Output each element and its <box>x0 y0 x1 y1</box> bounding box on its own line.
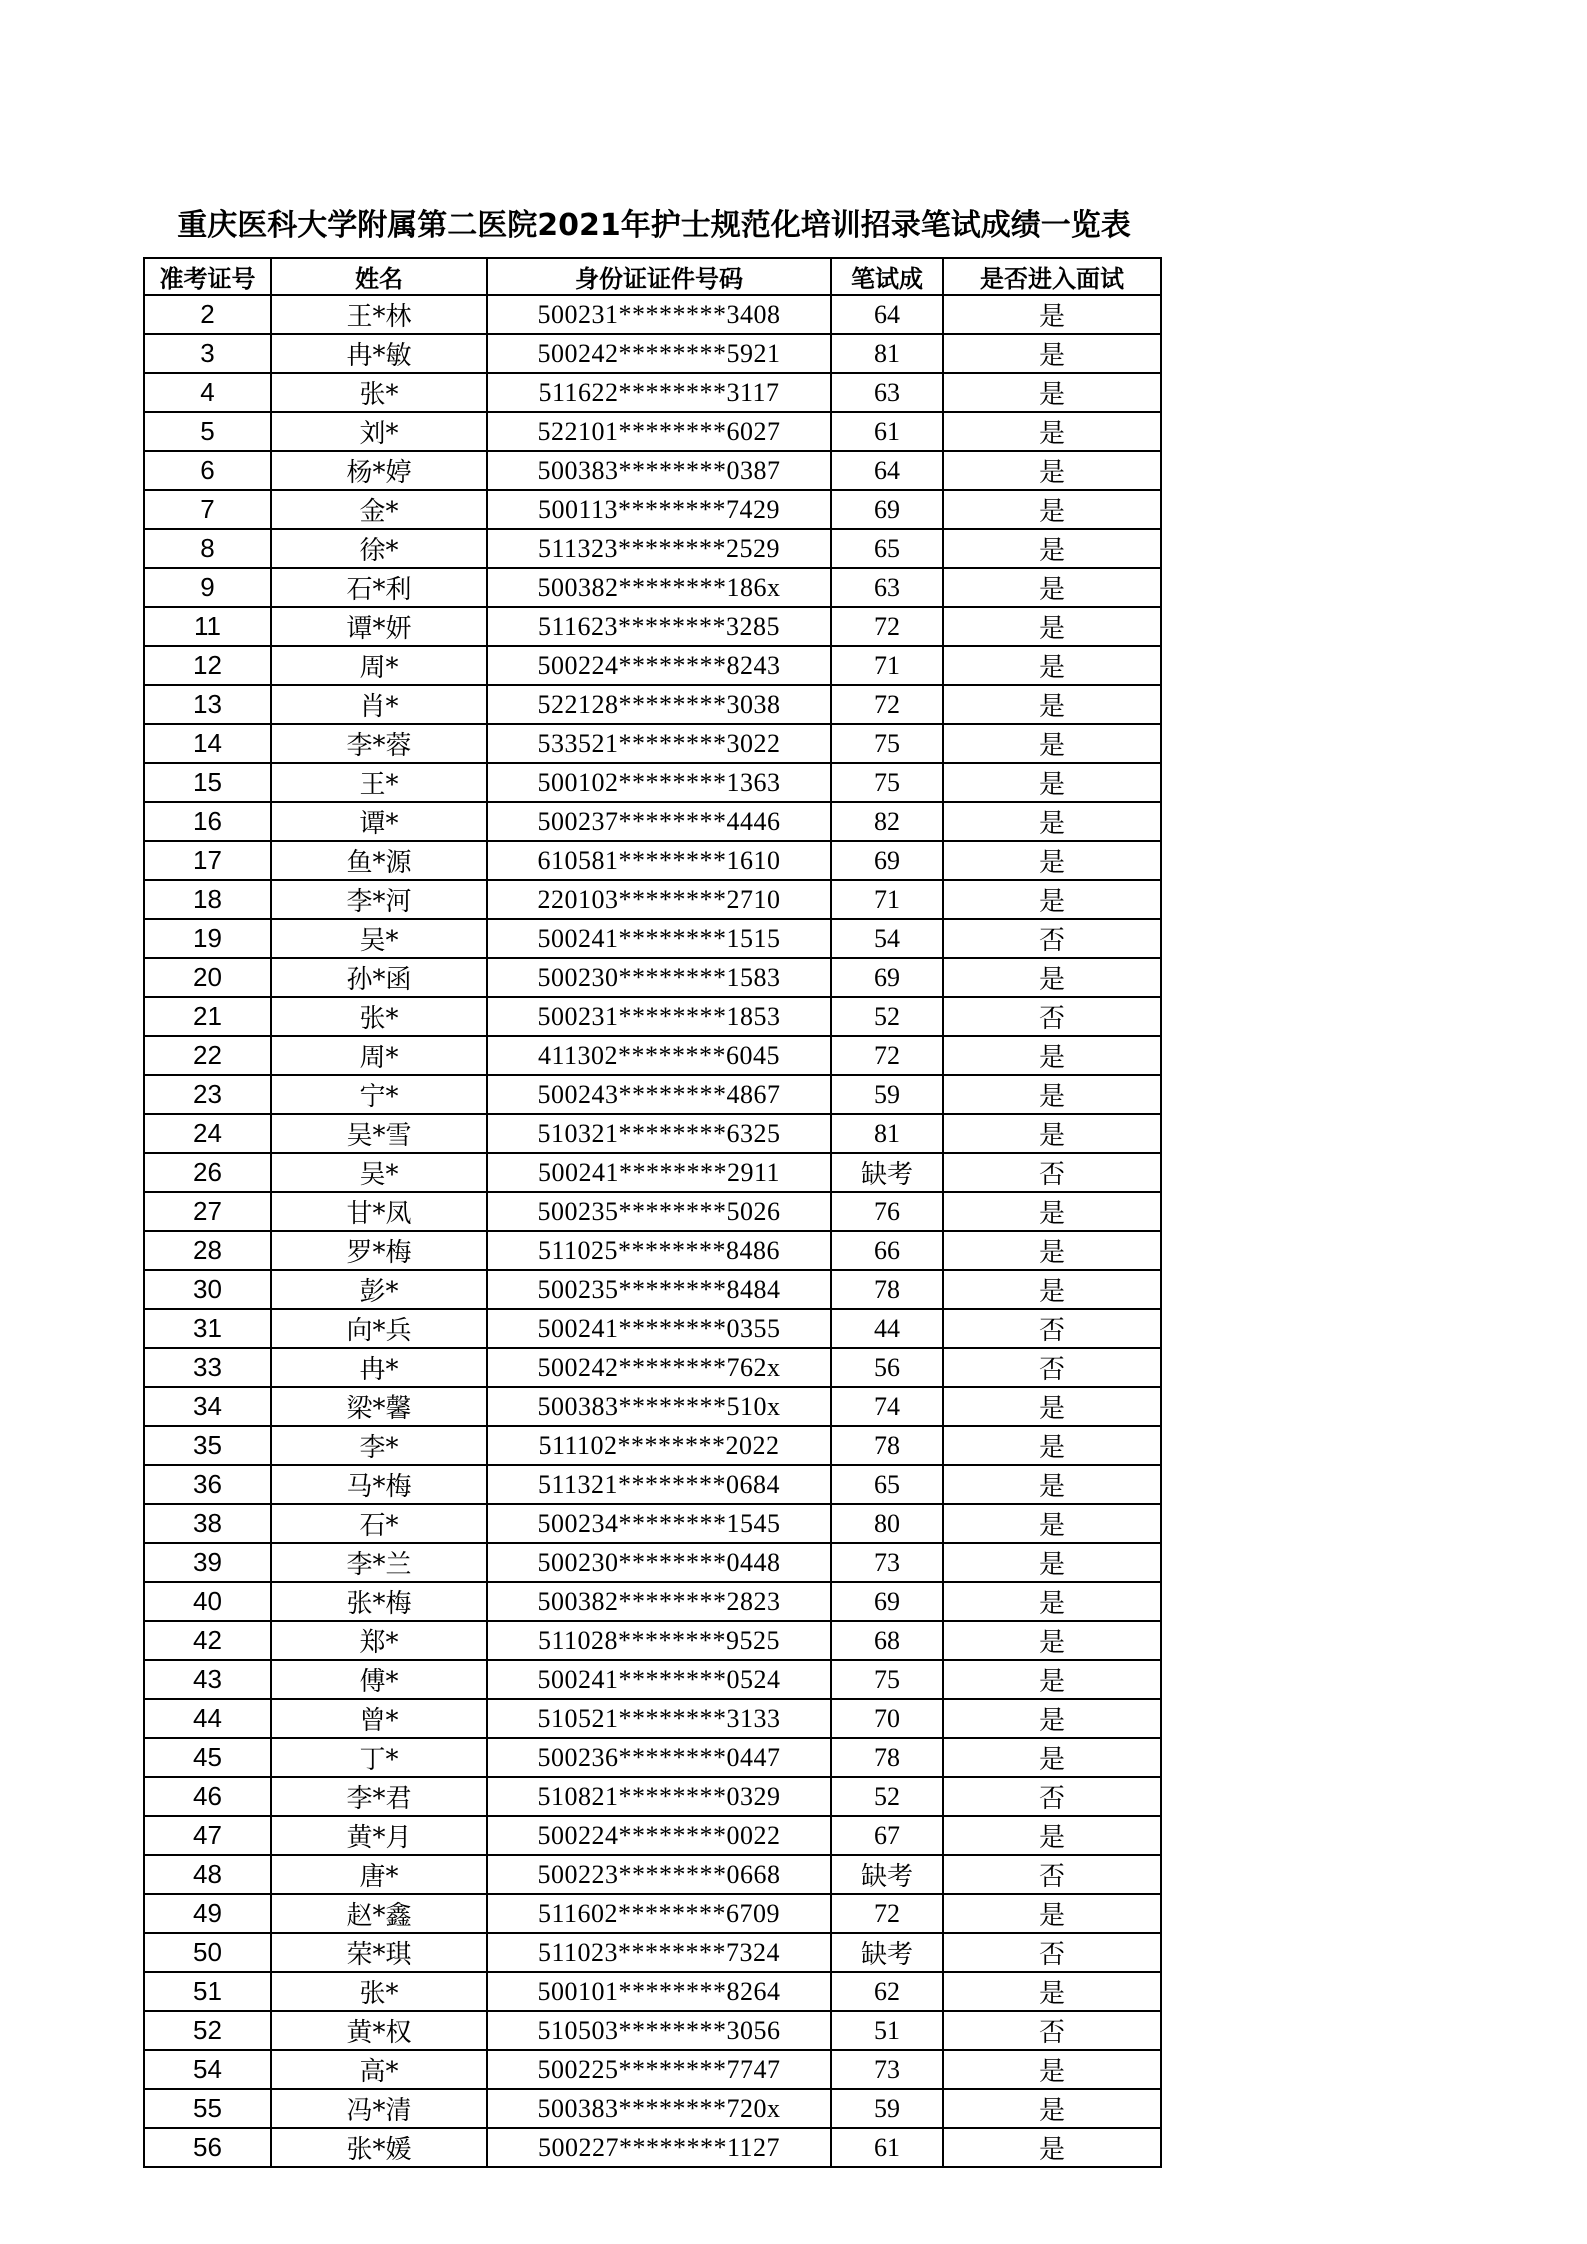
cell-written-score: 72 <box>831 607 943 646</box>
cell-written-score: 73 <box>831 2050 943 2089</box>
cell-id-number: 500223********0668 <box>487 1855 831 1894</box>
table-row <box>144 2089 1161 2128</box>
cell-exam-number: 17 <box>144 841 271 880</box>
cell-interview-eligible: 是 <box>943 1621 1161 1660</box>
cell-exam-number: 51 <box>144 1972 271 2011</box>
cell-id-number: 533521********3022 <box>487 724 831 763</box>
cell-interview-eligible: 否 <box>943 1855 1161 1894</box>
cell-exam-number: 21 <box>144 997 271 1036</box>
cell-written-score: 69 <box>831 1582 943 1621</box>
cell-exam-number: 22 <box>144 1036 271 1075</box>
cell-written-score: 52 <box>831 997 943 1036</box>
table-row <box>144 412 1161 451</box>
cell-exam-number: 56 <box>144 2128 271 2167</box>
cell-name: 向*兵 <box>271 1309 487 1348</box>
cell-id-number: 511025********8486 <box>487 1231 831 1270</box>
cell-interview-eligible: 是 <box>943 880 1161 919</box>
cell-name: 甘*凤 <box>271 1192 487 1231</box>
cell-exam-number: 47 <box>144 1816 271 1855</box>
cell-interview-eligible: 是 <box>943 1426 1161 1465</box>
cell-written-score: 缺考 <box>831 1933 943 1972</box>
cell-interview-eligible: 是 <box>943 529 1161 568</box>
cell-name: 赵*鑫 <box>271 1894 487 1933</box>
cell-id-number: 500242********5921 <box>487 334 831 373</box>
cell-id-number: 500235********8484 <box>487 1270 831 1309</box>
cell-written-score: 68 <box>831 1621 943 1660</box>
table-row <box>144 1387 1161 1426</box>
header-written-score: 笔试成 <box>831 258 943 295</box>
cell-written-score: 59 <box>831 1075 943 1114</box>
cell-interview-eligible: 是 <box>943 2050 1161 2089</box>
cell-id-number: 511102********2022 <box>487 1426 831 1465</box>
cell-name: 李*蓉 <box>271 724 487 763</box>
cell-interview-eligible: 否 <box>943 1309 1161 1348</box>
table-row <box>144 1660 1161 1699</box>
cell-exam-number: 39 <box>144 1543 271 1582</box>
cell-written-score: 69 <box>831 490 943 529</box>
cell-id-number: 500241********0355 <box>487 1309 831 1348</box>
cell-interview-eligible: 否 <box>943 2011 1161 2050</box>
cell-written-score: 54 <box>831 919 943 958</box>
cell-name: 李*兰 <box>271 1543 487 1582</box>
table-row <box>144 685 1161 724</box>
table-row <box>144 2011 1161 2050</box>
cell-name: 荣*琪 <box>271 1933 487 1972</box>
cell-id-number: 500382********186x <box>487 568 831 607</box>
cell-interview-eligible: 是 <box>943 1465 1161 1504</box>
cell-name: 彭* <box>271 1270 487 1309</box>
table-row <box>144 1699 1161 1738</box>
table-row <box>144 1153 1161 1192</box>
cell-id-number: 500243********4867 <box>487 1075 831 1114</box>
cell-name: 马*梅 <box>271 1465 487 1504</box>
cell-exam-number: 14 <box>144 724 271 763</box>
cell-interview-eligible: 是 <box>943 1972 1161 2011</box>
cell-name: 谭* <box>271 802 487 841</box>
cell-name: 石* <box>271 1504 487 1543</box>
table-row <box>144 295 1161 334</box>
cell-exam-number: 6 <box>144 451 271 490</box>
cell-exam-number: 16 <box>144 802 271 841</box>
cell-name: 张*媛 <box>271 2128 487 2167</box>
cell-name: 石*利 <box>271 568 487 607</box>
table-row <box>144 451 1161 490</box>
cell-name: 吴* <box>271 919 487 958</box>
cell-interview-eligible: 是 <box>943 802 1161 841</box>
cell-id-number: 511623********3285 <box>487 607 831 646</box>
document-title: 重庆医科大学附属第二医院2021年护士规范化培训招录笔试成绩一览表 <box>177 208 1131 243</box>
cell-written-score: 56 <box>831 1348 943 1387</box>
cell-interview-eligible: 是 <box>943 568 1161 607</box>
cell-interview-eligible: 是 <box>943 412 1161 451</box>
table-row <box>144 880 1161 919</box>
cell-written-score: 67 <box>831 1816 943 1855</box>
cell-id-number: 411302********6045 <box>487 1036 831 1075</box>
cell-name: 徐* <box>271 529 487 568</box>
cell-id-number: 500241********0524 <box>487 1660 831 1699</box>
cell-id-number: 500241********2911 <box>487 1153 831 1192</box>
cell-interview-eligible: 是 <box>943 958 1161 997</box>
cell-id-number: 500383********720x <box>487 2089 831 2128</box>
cell-interview-eligible: 是 <box>943 1270 1161 1309</box>
cell-interview-eligible: 是 <box>943 1075 1161 1114</box>
table-row <box>144 1816 1161 1855</box>
cell-exam-number: 33 <box>144 1348 271 1387</box>
table-row <box>144 2050 1161 2089</box>
cell-interview-eligible: 是 <box>943 724 1161 763</box>
cell-exam-number: 11 <box>144 607 271 646</box>
cell-written-score: 75 <box>831 724 943 763</box>
cell-written-score: 75 <box>831 1660 943 1699</box>
cell-id-number: 500101********8264 <box>487 1972 831 2011</box>
cell-written-score: 61 <box>831 2128 943 2167</box>
cell-id-number: 511321********0684 <box>487 1465 831 1504</box>
cell-name: 郑* <box>271 1621 487 1660</box>
table-row <box>144 1738 1161 1777</box>
cell-interview-eligible: 是 <box>943 1660 1161 1699</box>
table-row <box>144 1894 1161 1933</box>
cell-name: 冉*敏 <box>271 334 487 373</box>
cell-written-score: 80 <box>831 1504 943 1543</box>
cell-written-score: 66 <box>831 1231 943 1270</box>
table-row <box>144 841 1161 880</box>
table-row <box>144 1075 1161 1114</box>
cell-id-number: 500241********1515 <box>487 919 831 958</box>
table-row <box>144 1621 1161 1660</box>
cell-id-number: 511602********6709 <box>487 1894 831 1933</box>
cell-interview-eligible: 是 <box>943 1894 1161 1933</box>
table-row <box>144 802 1161 841</box>
cell-name: 高* <box>271 2050 487 2089</box>
cell-interview-eligible: 是 <box>943 1231 1161 1270</box>
cell-written-score: 69 <box>831 958 943 997</box>
cell-id-number: 510521********3133 <box>487 1699 831 1738</box>
cell-written-score: 69 <box>831 841 943 880</box>
cell-interview-eligible: 是 <box>943 451 1161 490</box>
cell-id-number: 500230********0448 <box>487 1543 831 1582</box>
cell-written-score: 72 <box>831 685 943 724</box>
table-row <box>144 958 1161 997</box>
cell-id-number: 500242********762x <box>487 1348 831 1387</box>
cell-name: 吴*雪 <box>271 1114 487 1153</box>
cell-written-score: 缺考 <box>831 1153 943 1192</box>
cell-name: 曾* <box>271 1699 487 1738</box>
cell-id-number: 500234********1545 <box>487 1504 831 1543</box>
table-row <box>144 1231 1161 1270</box>
table-row <box>144 1465 1161 1504</box>
cell-id-number: 522101********6027 <box>487 412 831 451</box>
cell-exam-number: 49 <box>144 1894 271 1933</box>
cell-exam-number: 55 <box>144 2089 271 2128</box>
cell-name: 李*河 <box>271 880 487 919</box>
cell-exam-number: 42 <box>144 1621 271 1660</box>
cell-written-score: 78 <box>831 1426 943 1465</box>
table-row <box>144 1192 1161 1231</box>
cell-name: 冉* <box>271 1348 487 1387</box>
cell-exam-number: 19 <box>144 919 271 958</box>
cell-interview-eligible: 是 <box>943 1582 1161 1621</box>
cell-exam-number: 20 <box>144 958 271 997</box>
table-row <box>144 1582 1161 1621</box>
cell-id-number: 511323********2529 <box>487 529 831 568</box>
cell-exam-number: 27 <box>144 1192 271 1231</box>
cell-name: 丁* <box>271 1738 487 1777</box>
cell-exam-number: 3 <box>144 334 271 373</box>
cell-id-number: 500102********1363 <box>487 763 831 802</box>
table-row <box>144 646 1161 685</box>
cell-exam-number: 36 <box>144 1465 271 1504</box>
cell-written-score: 缺考 <box>831 1855 943 1894</box>
cell-written-score: 82 <box>831 802 943 841</box>
cell-name: 李*君 <box>271 1777 487 1816</box>
cell-exam-number: 8 <box>144 529 271 568</box>
cell-exam-number: 26 <box>144 1153 271 1192</box>
cell-interview-eligible: 是 <box>943 334 1161 373</box>
cell-exam-number: 2 <box>144 295 271 334</box>
cell-written-score: 44 <box>831 1309 943 1348</box>
cell-exam-number: 30 <box>144 1270 271 1309</box>
table-row <box>144 1972 1161 2011</box>
cell-written-score: 64 <box>831 451 943 490</box>
cell-id-number: 500383********510x <box>487 1387 831 1426</box>
cell-exam-number: 40 <box>144 1582 271 1621</box>
cell-exam-number: 52 <box>144 2011 271 2050</box>
cell-written-score: 74 <box>831 1387 943 1426</box>
cell-id-number: 610581********1610 <box>487 841 831 880</box>
cell-interview-eligible: 是 <box>943 685 1161 724</box>
cell-written-score: 51 <box>831 2011 943 2050</box>
cell-id-number: 510821********0329 <box>487 1777 831 1816</box>
cell-name: 金* <box>271 490 487 529</box>
table-row <box>144 763 1161 802</box>
cell-interview-eligible: 否 <box>943 1348 1161 1387</box>
table-body <box>144 295 1161 2167</box>
cell-written-score: 63 <box>831 568 943 607</box>
table-row <box>144 529 1161 568</box>
header-interview-eligible: 是否进入面试 <box>943 258 1161 295</box>
cell-written-score: 70 <box>831 1699 943 1738</box>
cell-name: 张* <box>271 997 487 1036</box>
cell-interview-eligible: 是 <box>943 1504 1161 1543</box>
cell-exam-number: 7 <box>144 490 271 529</box>
table-row <box>144 997 1161 1036</box>
cell-written-score: 76 <box>831 1192 943 1231</box>
cell-exam-number: 23 <box>144 1075 271 1114</box>
cell-interview-eligible: 否 <box>943 1153 1161 1192</box>
cell-name: 黄*月 <box>271 1816 487 1855</box>
cell-name: 王*林 <box>271 295 487 334</box>
cell-name: 罗*梅 <box>271 1231 487 1270</box>
table-row <box>144 1270 1161 1309</box>
cell-name: 鱼*源 <box>271 841 487 880</box>
cell-exam-number: 54 <box>144 2050 271 2089</box>
table-row <box>144 1933 1161 1972</box>
cell-id-number: 500224********0022 <box>487 1816 831 1855</box>
cell-exam-number: 5 <box>144 412 271 451</box>
cell-interview-eligible: 是 <box>943 607 1161 646</box>
cell-name: 王* <box>271 763 487 802</box>
cell-written-score: 52 <box>831 1777 943 1816</box>
cell-name: 冯*清 <box>271 2089 487 2128</box>
cell-name: 梁*馨 <box>271 1387 487 1426</box>
table-row <box>144 1543 1161 1582</box>
table-row <box>144 1426 1161 1465</box>
cell-interview-eligible: 否 <box>943 1933 1161 1972</box>
table-row <box>144 919 1161 958</box>
cell-name: 黄*权 <box>271 2011 487 2050</box>
table-row <box>144 373 1161 412</box>
cell-written-score: 71 <box>831 880 943 919</box>
cell-id-number: 220103********2710 <box>487 880 831 919</box>
cell-exam-number: 48 <box>144 1855 271 1894</box>
table-row <box>144 334 1161 373</box>
header-id-number: 身份证证件号码 <box>487 258 831 295</box>
cell-exam-number: 43 <box>144 1660 271 1699</box>
table-row <box>144 1504 1161 1543</box>
cell-interview-eligible: 是 <box>943 373 1161 412</box>
cell-interview-eligible: 是 <box>943 1738 1161 1777</box>
cell-written-score: 72 <box>831 1036 943 1075</box>
table-row <box>144 490 1161 529</box>
cell-interview-eligible: 否 <box>943 919 1161 958</box>
cell-written-score: 78 <box>831 1270 943 1309</box>
cell-interview-eligible: 否 <box>943 1777 1161 1816</box>
cell-written-score: 81 <box>831 334 943 373</box>
cell-written-score: 64 <box>831 295 943 334</box>
cell-written-score: 63 <box>831 373 943 412</box>
cell-name: 杨*婷 <box>271 451 487 490</box>
cell-exam-number: 12 <box>144 646 271 685</box>
cell-name: 谭*妍 <box>271 607 487 646</box>
cell-interview-eligible: 否 <box>943 997 1161 1036</box>
cell-written-score: 81 <box>831 1114 943 1153</box>
cell-interview-eligible: 是 <box>943 1543 1161 1582</box>
cell-id-number: 500227********1127 <box>487 2128 831 2167</box>
table-row <box>144 1855 1161 1894</box>
cell-id-number: 500382********2823 <box>487 1582 831 1621</box>
header-exam-number: 准考证号 <box>144 258 271 295</box>
cell-id-number: 522128********3038 <box>487 685 831 724</box>
cell-written-score: 71 <box>831 646 943 685</box>
cell-exam-number: 28 <box>144 1231 271 1270</box>
cell-id-number: 500224********8243 <box>487 646 831 685</box>
cell-id-number: 500236********0447 <box>487 1738 831 1777</box>
cell-id-number: 500235********5026 <box>487 1192 831 1231</box>
cell-name: 周* <box>271 646 487 685</box>
cell-id-number: 511023********7324 <box>487 1933 831 1972</box>
table-row <box>144 1348 1161 1387</box>
cell-interview-eligible: 是 <box>943 1192 1161 1231</box>
table-row <box>144 2128 1161 2167</box>
cell-name: 李* <box>271 1426 487 1465</box>
cell-exam-number: 24 <box>144 1114 271 1153</box>
cell-interview-eligible: 是 <box>943 646 1161 685</box>
cell-exam-number: 35 <box>144 1426 271 1465</box>
cell-id-number: 500230********1583 <box>487 958 831 997</box>
cell-interview-eligible: 是 <box>943 2089 1161 2128</box>
cell-interview-eligible: 是 <box>943 841 1161 880</box>
cell-written-score: 65 <box>831 1465 943 1504</box>
cell-name: 张* <box>271 1972 487 2011</box>
cell-id-number: 500113********7429 <box>487 490 831 529</box>
cell-id-number: 500231********3408 <box>487 295 831 334</box>
cell-name: 张* <box>271 373 487 412</box>
cell-exam-number: 45 <box>144 1738 271 1777</box>
cell-interview-eligible: 是 <box>943 1816 1161 1855</box>
cell-name: 孙*函 <box>271 958 487 997</box>
cell-interview-eligible: 是 <box>943 1699 1161 1738</box>
cell-id-number: 511622********3117 <box>487 373 831 412</box>
table-row <box>144 607 1161 646</box>
table-row <box>144 568 1161 607</box>
table-header-row <box>144 258 1161 295</box>
table-row <box>144 1309 1161 1348</box>
cell-exam-number: 44 <box>144 1699 271 1738</box>
cell-name: 吴* <box>271 1153 487 1192</box>
cell-interview-eligible: 是 <box>943 1036 1161 1075</box>
cell-exam-number: 13 <box>144 685 271 724</box>
cell-name: 张*梅 <box>271 1582 487 1621</box>
cell-exam-number: 9 <box>144 568 271 607</box>
cell-exam-number: 31 <box>144 1309 271 1348</box>
cell-id-number: 500225********7747 <box>487 2050 831 2089</box>
table-row <box>144 1036 1161 1075</box>
table-row <box>144 724 1161 763</box>
header-name: 姓名 <box>271 258 487 295</box>
cell-id-number: 511028********9525 <box>487 1621 831 1660</box>
cell-exam-number: 46 <box>144 1777 271 1816</box>
cell-written-score: 59 <box>831 2089 943 2128</box>
cell-exam-number: 18 <box>144 880 271 919</box>
cell-interview-eligible: 是 <box>943 763 1161 802</box>
cell-written-score: 61 <box>831 412 943 451</box>
cell-written-score: 62 <box>831 1972 943 2011</box>
cell-id-number: 500237********4446 <box>487 802 831 841</box>
score-table <box>143 257 1162 2168</box>
cell-written-score: 73 <box>831 1543 943 1582</box>
cell-written-score: 72 <box>831 1894 943 1933</box>
cell-exam-number: 15 <box>144 763 271 802</box>
cell-written-score: 65 <box>831 529 943 568</box>
cell-name: 肖* <box>271 685 487 724</box>
cell-id-number: 510321********6325 <box>487 1114 831 1153</box>
cell-interview-eligible: 是 <box>943 1387 1161 1426</box>
cell-exam-number: 34 <box>144 1387 271 1426</box>
cell-written-score: 75 <box>831 763 943 802</box>
cell-name: 宁* <box>271 1075 487 1114</box>
cell-exam-number: 38 <box>144 1504 271 1543</box>
cell-interview-eligible: 是 <box>943 1114 1161 1153</box>
cell-interview-eligible: 是 <box>943 295 1161 334</box>
cell-name: 周* <box>271 1036 487 1075</box>
cell-id-number: 500383********0387 <box>487 451 831 490</box>
cell-name: 刘* <box>271 412 487 451</box>
cell-interview-eligible: 是 <box>943 490 1161 529</box>
cell-id-number: 510503********3056 <box>487 2011 831 2050</box>
cell-name: 唐* <box>271 1855 487 1894</box>
cell-exam-number: 50 <box>144 1933 271 1972</box>
table-row <box>144 1114 1161 1153</box>
cell-name: 傅* <box>271 1660 487 1699</box>
cell-id-number: 500231********1853 <box>487 997 831 1036</box>
cell-interview-eligible: 是 <box>943 2128 1161 2167</box>
table-row <box>144 1777 1161 1816</box>
cell-written-score: 78 <box>831 1738 943 1777</box>
cell-exam-number: 4 <box>144 373 271 412</box>
